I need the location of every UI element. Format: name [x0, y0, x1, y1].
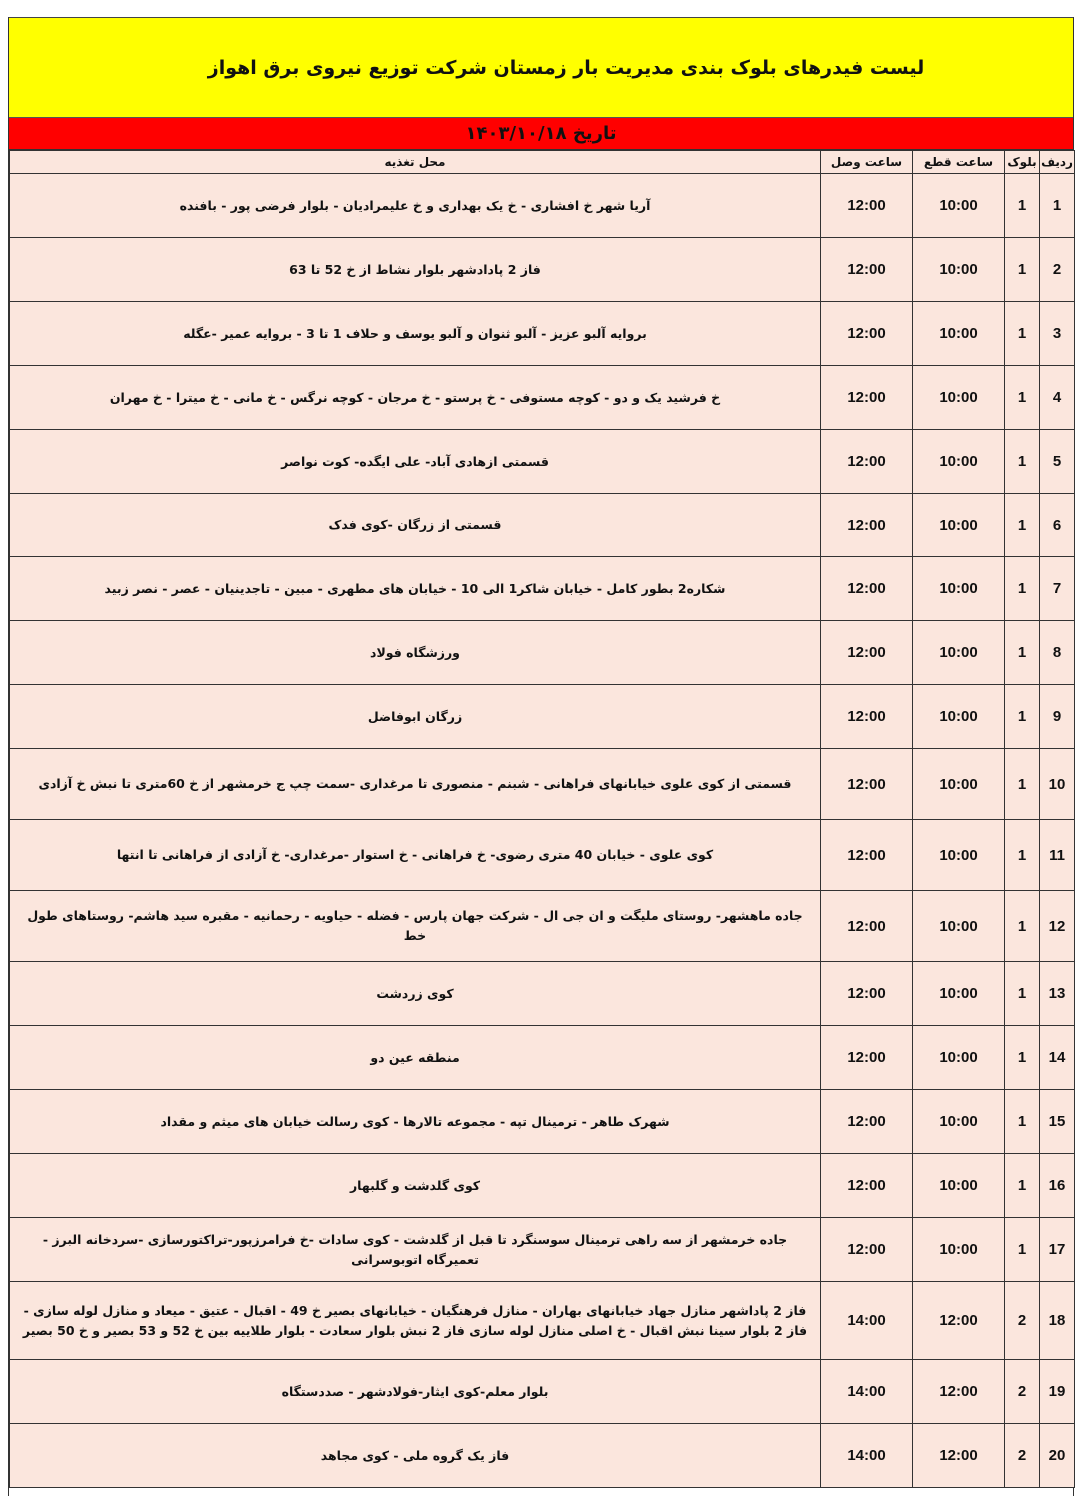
- title-banner: [9, 17, 1073, 118]
- cut-time-cell: 10:00: [913, 685, 1005, 749]
- table-row: [10, 430, 1075, 494]
- block-cell: 2: [1005, 1424, 1040, 1488]
- cut-time-cell: 10:00: [913, 430, 1005, 494]
- schedule-sheet: [8, 17, 1074, 1496]
- row-number-cell: 20: [1040, 1424, 1075, 1488]
- cut-time-cell: 10:00: [913, 1218, 1005, 1282]
- location-cell: فاز 2 پادادشهر بلوار نشاط از خ 52 تا 63: [10, 238, 821, 302]
- block-cell: 1: [1005, 1218, 1040, 1282]
- connect-time-cell: 12:00: [821, 1218, 913, 1282]
- table-row: [10, 685, 1075, 749]
- row-number-cell: 6: [1040, 494, 1075, 557]
- connect-time-cell: 12:00: [821, 366, 913, 430]
- cut-time-cell: 10:00: [913, 1090, 1005, 1154]
- location-cell: خ فرشید یک و دو - کوچه مستوفی - خ پرستو - خ مرجان - کوچه نرگس - خ مانی - خ میترا - خ مهران: [10, 366, 821, 430]
- row-number-cell: 16: [1040, 1154, 1075, 1218]
- location-cell: کوی زردشت: [10, 962, 821, 1026]
- connect-time-cell: 12:00: [821, 962, 913, 1026]
- location-cell: زرگان ابوفاضل: [10, 685, 821, 749]
- connect-time-cell: 12:00: [821, 174, 913, 238]
- block-cell: 2: [1005, 1282, 1040, 1360]
- connect-time-cell: 12:00: [821, 494, 913, 557]
- cut-time-cell: 10:00: [913, 302, 1005, 366]
- connect-time-cell: 12:00: [821, 302, 913, 366]
- connect-time-cell: 12:00: [821, 238, 913, 302]
- row-number-cell: 14: [1040, 1026, 1075, 1090]
- block-cell: 1: [1005, 494, 1040, 557]
- cut-time-cell: 10:00: [913, 1026, 1005, 1090]
- cut-time-cell: 10:00: [913, 820, 1005, 891]
- location-cell: کوی گلدشت و گلبهار: [10, 1154, 821, 1218]
- table-row: [10, 962, 1075, 1026]
- location-cell: شکاره2 بطور کامل - خیابان شاکر1 الی 10 - خیابان های مطهری - مبین - تاجدینیان - عصر - نصر زبید: [10, 557, 821, 621]
- location-cell: فاز یک گروه ملی - کوی مجاهد: [10, 1424, 821, 1488]
- block-cell: 1: [1005, 174, 1040, 238]
- connect-time-cell: 14:00: [821, 1360, 913, 1424]
- table-row: [10, 749, 1075, 820]
- table-row: [10, 1424, 1075, 1488]
- block-cell: 2: [1005, 1360, 1040, 1424]
- block-cell: 1: [1005, 430, 1040, 494]
- location-cell: قسمتی از زرگان -کوی فدک: [10, 494, 821, 557]
- connect-time-cell: 12:00: [821, 557, 913, 621]
- table-row: [10, 494, 1075, 557]
- table-row: [10, 1090, 1075, 1154]
- cut-time-cell: 10:00: [913, 621, 1005, 685]
- block-cell: 1: [1005, 685, 1040, 749]
- table-row: [10, 1282, 1075, 1360]
- col-header-row-number: ردیف: [1040, 151, 1075, 174]
- table-row: [10, 366, 1075, 430]
- table-row: [10, 174, 1075, 238]
- row-number-cell: 11: [1040, 820, 1075, 891]
- page-title: لیست فیدرهای بلوک بندی مدیریت بار زمستان شرکت توزیع نیروی برق اهواز: [207, 56, 925, 79]
- row-number-cell: 12: [1040, 891, 1075, 962]
- table-row: [10, 1154, 1075, 1218]
- location-cell: شهرک طاهر - ترمینال تپه - مجموعه تالارها - کوی رسالت خیابان های میثم و مقداد: [10, 1090, 821, 1154]
- cut-time-cell: 12:00: [913, 1424, 1005, 1488]
- cut-time-cell: 12:00: [913, 1282, 1005, 1360]
- cut-time-cell: 10:00: [913, 557, 1005, 621]
- row-number-cell: 17: [1040, 1218, 1075, 1282]
- date-banner: [9, 118, 1073, 150]
- row-number-cell: 5: [1040, 430, 1075, 494]
- table-row: [10, 302, 1075, 366]
- location-cell: بلوار معلم-کوی ایثار-فولادشهر - صددستگاه: [10, 1360, 821, 1424]
- col-header-block: بلوک: [1005, 151, 1040, 174]
- block-cell: 1: [1005, 1154, 1040, 1218]
- location-cell: قسمتی از کوی علوی خیابانهای فراهانی - شبنم - منصوری تا مرغداری -سمت چپ ج خرمشهر از خ 60متری تا نبش خ آزادی: [10, 749, 821, 820]
- connect-time-cell: 12:00: [821, 1026, 913, 1090]
- connect-time-cell: 12:00: [821, 1154, 913, 1218]
- connect-time-cell: 12:00: [821, 621, 913, 685]
- connect-time-cell: 12:00: [821, 891, 913, 962]
- location-cell: جاده ماهشهر- روستای ملیگت و ان جی ال - شرکت جهان پارس - فضله - حیاویه - رحمانیه - مقبره سید هاشم- روستاهای طول خط: [10, 891, 821, 962]
- connect-time-cell: 14:00: [821, 1424, 913, 1488]
- block-cell: 1: [1005, 238, 1040, 302]
- table-row: [10, 891, 1075, 962]
- col-header-cut-time: ساعت قطع: [913, 151, 1005, 174]
- location-cell: فاز 2 پاداشهر منازل جهاد خیابانهای بهاران - منازل فرهنگیان - خیابانهای بصیر خ 49 - اقبال - عتیق - میعاد و منازل لوله سازی - فاز 2 بلوار سینا نبش اقبال - خ اصلی منازل لوله سازی فاز 2 نبش بلوار سعادت - بلوار طلاییه بین خ 52 و 53 بصیر و خ 50 بصیر: [10, 1282, 821, 1360]
- block-cell: 1: [1005, 557, 1040, 621]
- location-cell: آریا شهر خ افشاری - خ یک بهداری و خ علیمرادیان - بلوار فرضی پور - بافنده: [10, 174, 821, 238]
- row-number-cell: 10: [1040, 749, 1075, 820]
- row-number-cell: 1: [1040, 174, 1075, 238]
- table-row: [10, 557, 1075, 621]
- row-number-cell: 8: [1040, 621, 1075, 685]
- row-number-cell: 3: [1040, 302, 1075, 366]
- connect-time-cell: 12:00: [821, 749, 913, 820]
- block-cell: 1: [1005, 962, 1040, 1026]
- cut-time-cell: 10:00: [913, 174, 1005, 238]
- location-cell: منطقه عین دو: [10, 1026, 821, 1090]
- feeder-table: [9, 150, 1075, 1488]
- table-body: [10, 174, 1075, 1488]
- location-cell: قسمتی ازهادی آباد- علی ایگده- کوت نواصر: [10, 430, 821, 494]
- row-number-cell: 19: [1040, 1360, 1075, 1424]
- col-header-location: محل تغذیه: [10, 151, 821, 174]
- row-number-cell: 15: [1040, 1090, 1075, 1154]
- location-cell: جاده خرمشهر از سه راهی ترمینال سوسنگرد تا قبل از گلدشت - کوی سادات -خ فرامرزپور-تراکتورسازی -سردخانه البرز - تعمیرگاه اتوبوسرانی: [10, 1218, 821, 1282]
- row-number-cell: 7: [1040, 557, 1075, 621]
- cut-time-cell: 10:00: [913, 962, 1005, 1026]
- table-row: [10, 820, 1075, 891]
- block-cell: 1: [1005, 1026, 1040, 1090]
- connect-time-cell: 12:00: [821, 820, 913, 891]
- table-row: [10, 621, 1075, 685]
- cut-time-cell: 10:00: [913, 891, 1005, 962]
- connect-time-cell: 14:00: [821, 1282, 913, 1360]
- cut-time-cell: 12:00: [913, 1360, 1005, 1424]
- block-cell: 1: [1005, 749, 1040, 820]
- table-header-row: [10, 151, 1075, 174]
- table-row: [10, 1360, 1075, 1424]
- block-cell: 1: [1005, 621, 1040, 685]
- block-cell: 1: [1005, 366, 1040, 430]
- connect-time-cell: 12:00: [821, 1090, 913, 1154]
- location-cell: ورزشگاه فولاد: [10, 621, 821, 685]
- col-header-connect-time: ساعت وصل: [821, 151, 913, 174]
- table-row: [10, 238, 1075, 302]
- cut-time-cell: 10:00: [913, 749, 1005, 820]
- cut-time-cell: 10:00: [913, 1154, 1005, 1218]
- table-row: [10, 1218, 1075, 1282]
- row-number-cell: 4: [1040, 366, 1075, 430]
- block-cell: 1: [1005, 1090, 1040, 1154]
- row-number-cell: 18: [1040, 1282, 1075, 1360]
- cut-time-cell: 10:00: [913, 238, 1005, 302]
- cut-time-cell: 10:00: [913, 494, 1005, 557]
- location-cell: بروایه آلبو عزیز - آلبو ثنوان و آلبو یوسف و حلاف 1 تا 3 - بروایه عمیر -عگله: [10, 302, 821, 366]
- date-label: تاریخ ۱۴۰۳/۱۰/۱۸: [465, 123, 617, 144]
- connect-time-cell: 12:00: [821, 430, 913, 494]
- block-cell: 1: [1005, 302, 1040, 366]
- table-row: [10, 1026, 1075, 1090]
- block-cell: 1: [1005, 891, 1040, 962]
- connect-time-cell: 12:00: [821, 685, 913, 749]
- row-number-cell: 13: [1040, 962, 1075, 1026]
- block-cell: 1: [1005, 820, 1040, 891]
- location-cell: کوی علوی - خیابان 40 متری رضوی- خ فراهانی - خ استوار -مرغداری- خ آزادی از فراهانی تا انتها: [10, 820, 821, 891]
- row-number-cell: 2: [1040, 238, 1075, 302]
- row-number-cell: 9: [1040, 685, 1075, 749]
- cut-time-cell: 10:00: [913, 366, 1005, 430]
